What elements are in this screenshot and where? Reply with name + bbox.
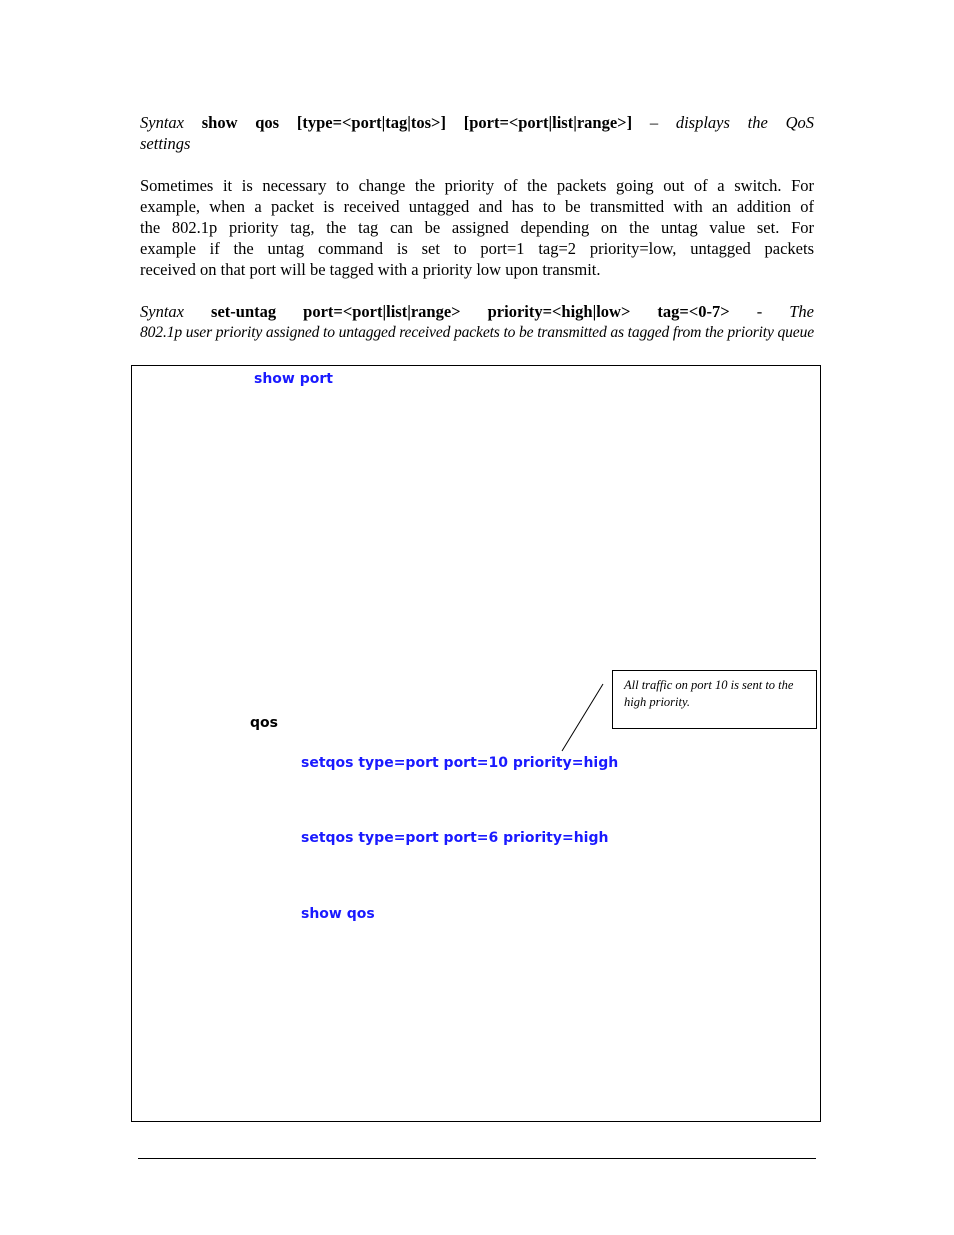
- cli-command-setqos-port6: setqos type=port port=6 priority=high: [301, 830, 609, 846]
- paragraph-line: example, when a packet is received untagged and has to be transmitted with an addition of: [140, 197, 814, 216]
- footer-rule: [138, 1158, 816, 1159]
- paragraph-line: example if the untag command is set to port=1 tag=2 priority=low, untagged packets: [140, 239, 814, 258]
- paragraph-line: Sometimes it is necessary to change the priority of the packets going out of a switch. For: [140, 176, 814, 195]
- cli-command-setqos-port10: setqos type=port port=10 priority=high: [301, 755, 619, 771]
- syntax-dash: -: [729, 302, 790, 321]
- syntax-description: displays the QoS: [675, 113, 814, 132]
- syntax-label: Syntax: [140, 113, 184, 132]
- paragraph-line: received on that port will be tagged with a priority low upon transmit.: [140, 260, 601, 279]
- syntax-description-cont: 802.1p user priority assigned to untagged received packets to be transmitted as tagged from the priority queue: [140, 324, 814, 341]
- syntax-description: The: [789, 302, 814, 321]
- syntax-command: set-untag port=<port|list|range> priority=<high|low> tag=<0-7>: [211, 302, 730, 321]
- cli-command-show-qos: show qos: [301, 906, 375, 922]
- syntax-dash: –: [632, 113, 676, 132]
- callout-text: All traffic on port 10 is sent to the high priority.: [624, 678, 794, 709]
- cli-command-show-port: show port: [254, 371, 333, 387]
- syntax-label: Syntax: [140, 302, 184, 321]
- paragraph-line: the 802.1p priority tag, the tag can be assigned depending on the untag value set. For: [140, 218, 814, 237]
- callout-note: [612, 670, 817, 729]
- syntax-description-cont: settings: [140, 134, 191, 153]
- cli-command-qos: qos: [250, 715, 278, 731]
- syntax-command: show qos [type=<port|tag|tos>] [port=<port|list|range>]: [201, 113, 633, 132]
